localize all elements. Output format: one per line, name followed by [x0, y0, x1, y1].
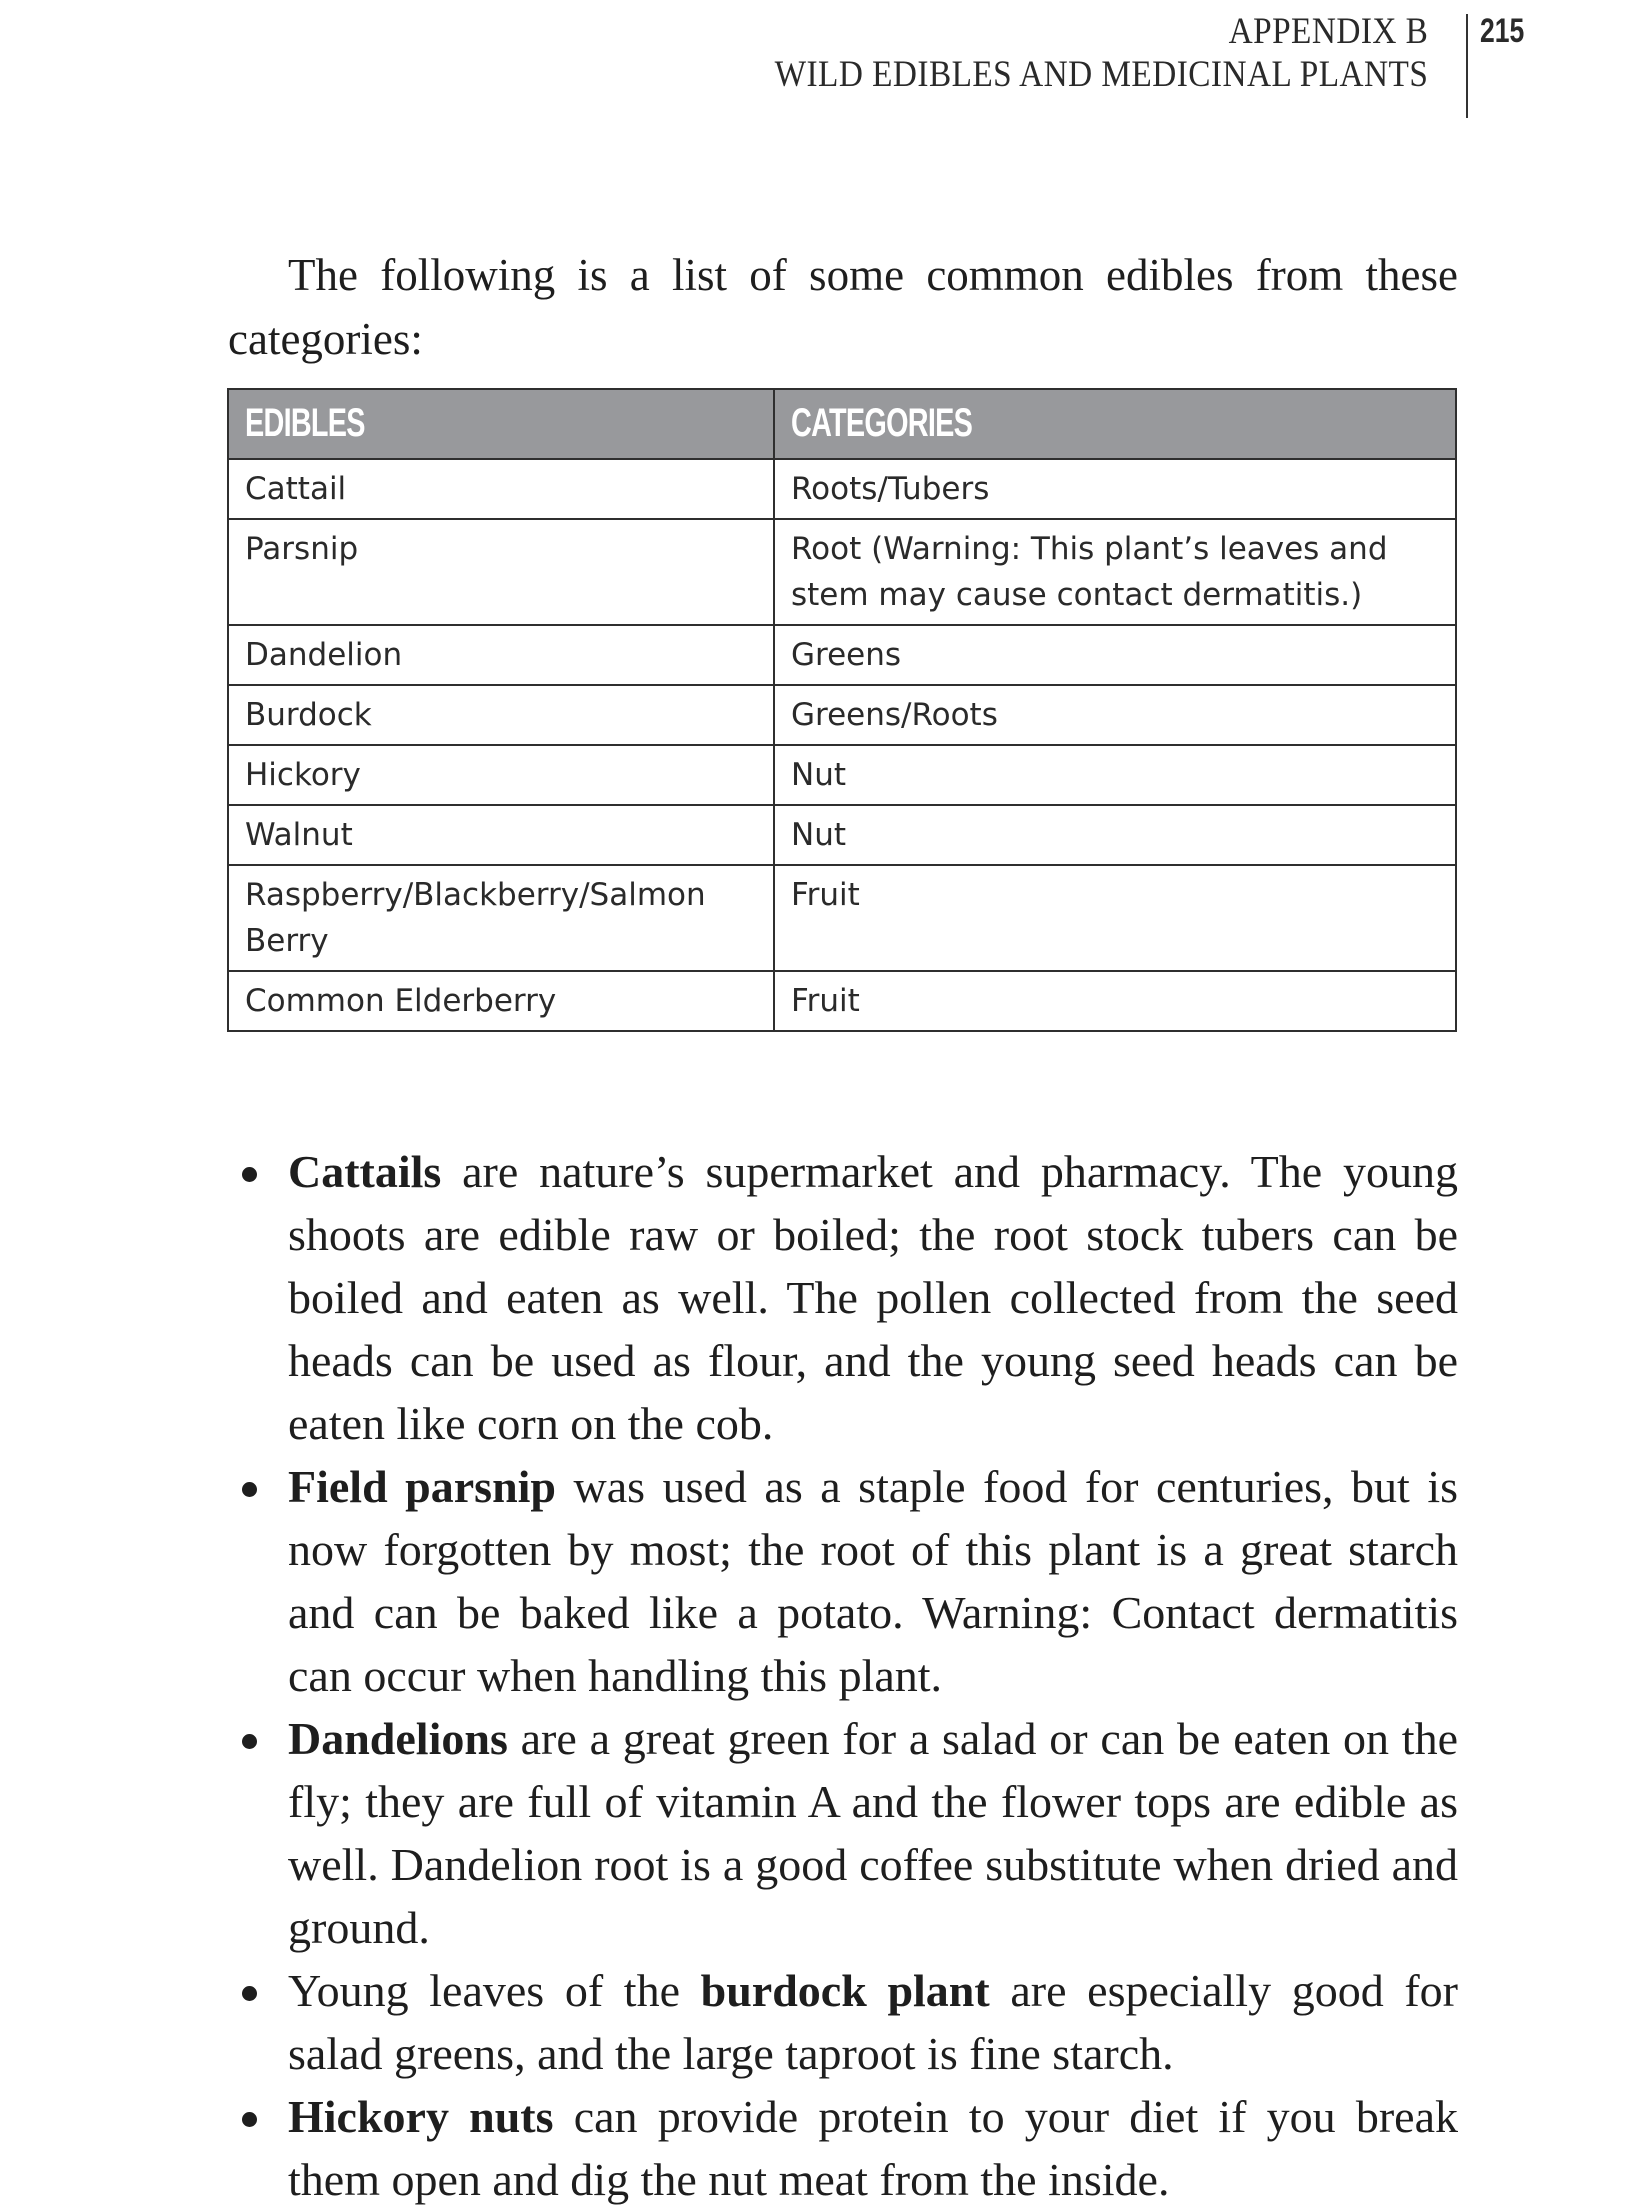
table-row: [228, 805, 1456, 865]
bullet-icon: [242, 1482, 257, 1497]
table-row: [228, 745, 1456, 805]
category-cell: Fruit: [774, 971, 1456, 1031]
edible-cell: Walnut: [228, 805, 774, 865]
table-row: [228, 865, 1456, 971]
header-categories: CATEGORIES: [774, 389, 1456, 459]
plant-name: burdock plant: [700, 1965, 990, 2016]
plant-name: Field parsnip: [288, 1461, 557, 1512]
edible-cell: Cattail: [228, 459, 774, 519]
plant-name: Dandelions: [288, 1713, 508, 1764]
edible-cell: Burdock: [228, 685, 774, 745]
plant-name: Hickory nuts: [288, 2091, 554, 2142]
running-head: [774, 10, 1428, 96]
bullet-icon: [242, 1734, 257, 1749]
plant-name: Cattails: [288, 1146, 442, 1197]
category-cell: Nut: [774, 805, 1456, 865]
edible-cell: Hickory: [228, 745, 774, 805]
header-edibles: EDIBLES: [228, 389, 774, 459]
category-cell: Roots/Tubers: [774, 459, 1456, 519]
list-item: Dandelions are a great green for a salad or can be eaten on the fly; they are full of vitamin A and the flower tops are edible as well. Dandelion root is a good coffee substitute when dried and ground.: [228, 1707, 1458, 1959]
table-row: [228, 625, 1456, 685]
intro-paragraph: [228, 243, 1458, 371]
edible-cell: Raspberry/Blackberry/Salmon Berry: [228, 865, 774, 971]
appendix-title: WILD EDIBLES AND MEDICINAL PLANTS: [774, 54, 1428, 95]
header-divider: [1466, 14, 1468, 118]
table-row: [228, 459, 1456, 519]
category-cell: Root (Warning: This plant’s leaves and stem may cause contact dermatitis.): [774, 519, 1456, 625]
table-row: [228, 971, 1456, 1031]
table-header-row: [228, 389, 1456, 459]
list-item: Field parsnip was used as a staple food for centuries, but is now forgotten by most; the root of this plant is a great starch and can be baked like a potato. Warning: Contact dermatitis can occur when handling this plant.: [228, 1455, 1458, 1707]
edible-cell: Dandelion: [228, 625, 774, 685]
category-cell: Greens/Roots: [774, 685, 1456, 745]
bullet-icon: [242, 1167, 257, 1182]
edibles-notes-list: [228, 1140, 1458, 2211]
list-item: Hickory nuts can provide protein to your diet if you break them open and dig the nut meat from the inside.: [228, 2085, 1458, 2211]
appendix-label: APPENDIX B: [1228, 11, 1428, 52]
edibles-table: [227, 388, 1457, 1032]
table-row: [228, 519, 1456, 625]
edible-cell: Common Elderberry: [228, 971, 774, 1031]
page-number: 215: [1480, 12, 1525, 50]
bullet-icon: [242, 2112, 257, 2127]
edible-cell: Parsnip: [228, 519, 774, 625]
table-row: [228, 685, 1456, 745]
category-cell: Greens: [774, 625, 1456, 685]
intro-text: The following is a list of some common edibles from these categories:: [228, 250, 1458, 364]
category-cell: Nut: [774, 745, 1456, 805]
bullet-icon: [242, 1986, 257, 2001]
list-item: Young leaves of the burdock plant are especially good for salad greens, and the large taproot is fine starch.: [228, 1959, 1458, 2085]
category-cell: Fruit: [774, 865, 1456, 971]
list-item: Cattails are nature’s supermarket and pharmacy. The young shoots are edible raw or boiled; the root stock tubers can be boiled and eaten as well. The pollen collected from the seed heads can be used as flour, and the young seed heads can be eaten like corn on the cob.: [228, 1140, 1458, 1455]
